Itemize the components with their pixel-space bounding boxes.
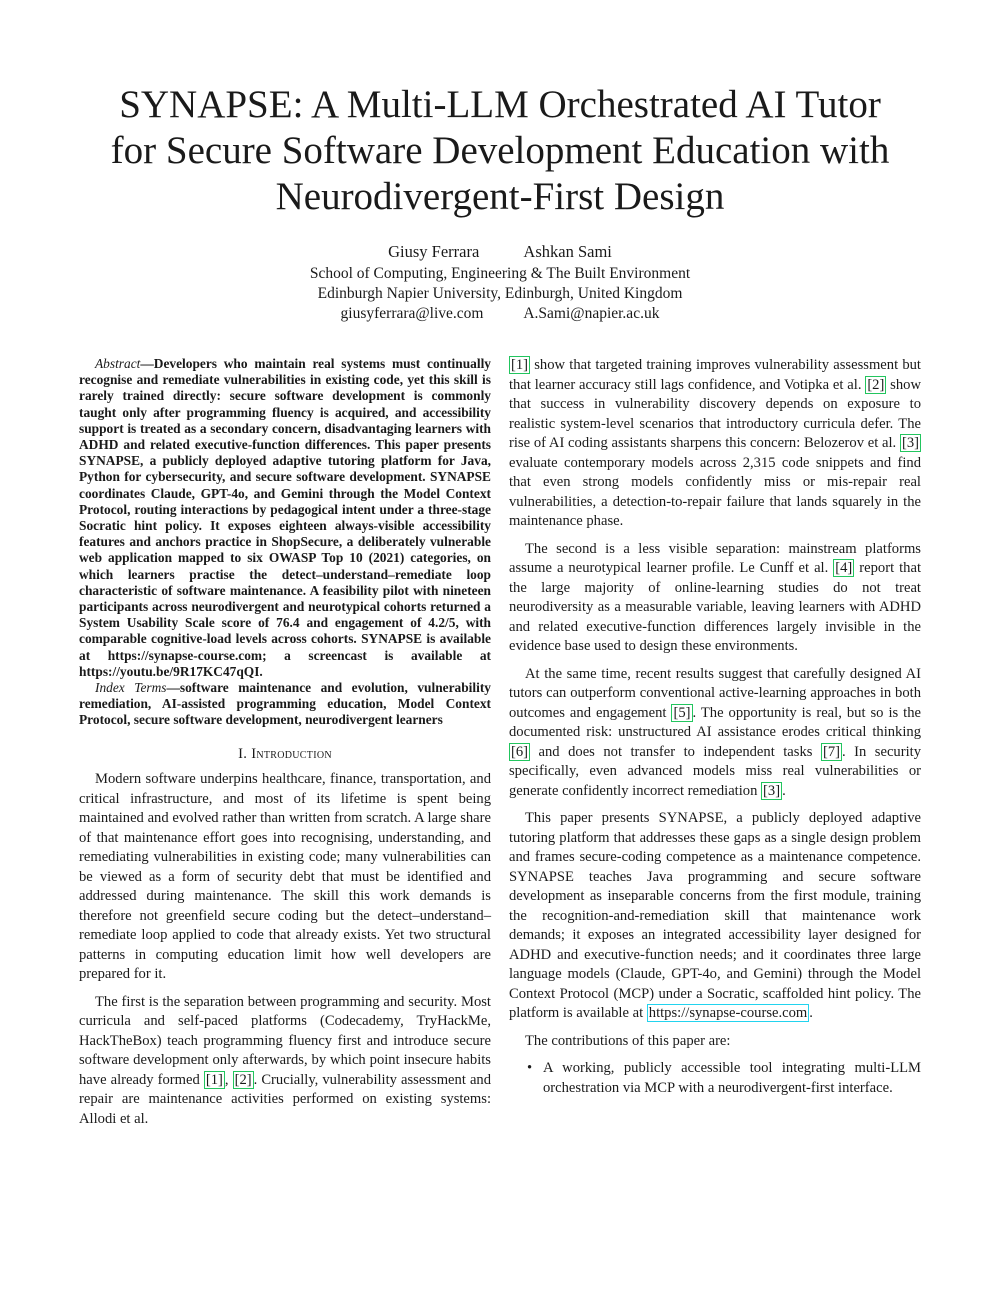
para-text: evaluate contemporary models across 2,315 code snippets and find that even strong models confidently miss or mis-repair real vulnerabilities, a detection-to-repair failure that lands squarely in the maintenance phase.: [509, 454, 921, 529]
section-number: I.: [238, 745, 248, 762]
para-text: . In security specifically, even advanced models miss real vulnerabilities or generate confidently incorrect remediation: [509, 743, 921, 799]
bullet-icon: •: [527, 1060, 533, 1076]
list-item-text: A working, publicly accessible tool integrating multi-LLM orchestration via MCP with a neurodivergent-first interface.: [543, 1060, 921, 1096]
citation-link[interactable]: [6]: [511, 743, 529, 760]
title-line-3: Neurodivergent-First Design: [275, 175, 725, 218]
platform-url-link[interactable]: https://synapse-course.com: [648, 1005, 808, 1021]
para-text: . The opportunity is real, but so is the documented risk: unstructured AI assistance erodes critical thinking: [509, 704, 921, 740]
intro-paragraph-4: [509, 665, 921, 802]
citation-link[interactable]: [3]: [763, 782, 781, 799]
citation-link[interactable]: [4]: [835, 560, 853, 576]
para-text: .: [782, 782, 786, 799]
author-emails: [0, 305, 1000, 323]
citation-link[interactable]: [1]: [205, 1071, 223, 1088]
title-line-2: for Secure Software Development Education with: [110, 129, 890, 172]
affiliation-line: Edinburgh Napier University, Edinburgh, United Kingdom: [317, 285, 683, 302]
citation-link[interactable]: [5]: [673, 704, 691, 721]
title-line-1: SYNAPSE: A Multi-LLM Orchestrated AI Tutor: [119, 83, 881, 126]
index-terms-text: —software maintenance and evolution, vulnerability remediation, AI-assisted programming education, Model Context Protocol, secure software development, neurodivergent learners: [79, 680, 491, 728]
para-text: ,: [224, 1071, 233, 1088]
citation-link[interactable]: [1]: [511, 357, 529, 373]
para-text: The second is a less visible separation: mainstream platforms assume a neurotypical learner profile. Le Cunff et al.: [509, 540, 921, 576]
intro-paragraph-5: [509, 809, 921, 1024]
citation-link[interactable]: [7]: [822, 743, 840, 760]
para-text: .: [809, 1005, 813, 1021]
intro-paragraph-1: Modern software underpins healthcare, finance, transportation, and critical infrastructure, and most of its lifetime is spent being maintained and evolved rather than written from scratch. A large share of that maintenance effort goes into recognising, understanding, and remediating vulnerabilities in existing code; many vulnerabilities can be viewed as a form of security debt that must be identified and addressed during maintenance. The skill this work demands is therefore not greenfield secure coding but the detect–understand–remediate loop applied to code that already exists. Yet two structural patterns in computing education limit how well developers are prepared for it.: [79, 771, 491, 983]
author-name: Ashkan Sami: [523, 242, 612, 261]
contributions-list: [509, 1059, 921, 1098]
para-text: At the same time, recent results suggest that carefully designed AI tutors can outperform conventional active-learning approaches in both outcomes and engagement: [509, 665, 921, 721]
citation-link[interactable]: [2]: [867, 376, 885, 393]
para-text: The first is the separation between programming and security. Most curricula and self-paced platforms (Codecademy, TryHackMe, HackTheBox) teach programming fluency first and introduce secure software development only afterwards, by which point insecure habits have already formed: [79, 993, 491, 1088]
para-text: report that the large majority of online-learning studies do not treat neurodiversity as a measurable variable, leaving learners with ADHD and related executive-function differences largely invisible in the evidence base used to design these environments.: [509, 560, 921, 654]
affiliation-line: School of Computing, Engineering & The Built Environment: [309, 265, 691, 282]
citation-link[interactable]: [3]: [901, 435, 919, 451]
para-text: show that success in vulnerability discovery depends on exposure to realistic system-level scenarios that introductory curricula defer. The rise of AI coding assistants sharpens this concern: Belozerov et al.: [509, 376, 921, 451]
abstract-text: —Developers who maintain real systems must continually recognise and remediate vulnerabilities in existing code, yet this skill is rarely trained directly: secure software development is commonly taught only after programming fluency is acquired, and accessibility support is treated as a secondary concern, disadvantaging learners with ADHD and related executive-function differences. This paper presents SYNAPSE, a publicly deployed adaptive tutoring platform for Java, Python for cybersecurity, and secure software development. SYNAPSE coordinates Claude, GPT-4o, and Gemini through the Model Context Protocol, routing interactions by pedagogical intent under a three-stage Socratic hint policy. It exposes eighteen always-visible accessibility features and anchors practice in ShopSecure, a deliberately vulnerable web application mapped to six OWASP Top 10 (2021) categories, on which learners practise the detect–understand–remediate loop characteristic of software maintenance. A feasibility pilot with nineteen participants across neurodivergent and neurotypical cohorts returned a System Usability Scale score of 76.4 and engagement of 4.2/5, with comparable cognitive-load levels across cohorts. SYNAPSE is available at https://synapse-course.com; a screencast is available at https://youtu.be/9R17KC47qQI.: [79, 356, 491, 679]
left-column: [79, 356, 491, 1129]
section-heading: [79, 745, 491, 765]
citation-link[interactable]: [2]: [234, 1071, 252, 1088]
abstract: [79, 356, 491, 680]
intro-paragraph-3: [509, 540, 921, 657]
right-column: [509, 356, 921, 1098]
contributions-lead: The contributions of this paper are:: [525, 1032, 731, 1049]
para-text: show that targeted training improves vulnerability assessment but that learner accuracy still lags confidence, and Votipka et al.: [509, 357, 921, 393]
paper-title: [60, 82, 940, 220]
section-title: Introduction: [251, 745, 332, 762]
author-email[interactable]: A.Sami@napier.ac.uk: [523, 305, 660, 322]
para-text: . Crucially, vulnerability assessment and repair are maintenance activities performed on existing systems: Allodi et al.: [79, 1071, 492, 1127]
intro-paragraph-2: [79, 993, 491, 1130]
abstract-label: Abstract: [95, 356, 141, 371]
author-name: Giusy Ferrara: [388, 242, 480, 261]
index-terms-label: Index Terms: [95, 680, 167, 696]
list-item: [527, 1059, 921, 1098]
para-text: and does not transfer to independent tasks: [530, 743, 821, 760]
author-email[interactable]: giusyferrara@live.com: [340, 305, 484, 322]
para-text: This paper presents SYNAPSE, a publicly deployed adaptive tutoring platform that addresses these gaps as a single design problem and frames secure-coding competence as a maintenance competence. SYNAPSE teaches Java programming and secure software development as inseparable concerns from the first module, training the recognition-and-remediation skill that maintenance work demands; it exposes an integrated accessibility layer designed for ADHD and executive-function needs; and it coordinates three large language models (Claude, GPT-4o, and Gemini) through the Model Context Protocol (MCP) under a Socratic, scaffolded hint policy. The platform is available at: [509, 810, 921, 1021]
intro-paragraph-2-continued: [509, 356, 921, 532]
index-terms: [79, 680, 491, 729]
author-list: [0, 242, 1000, 262]
